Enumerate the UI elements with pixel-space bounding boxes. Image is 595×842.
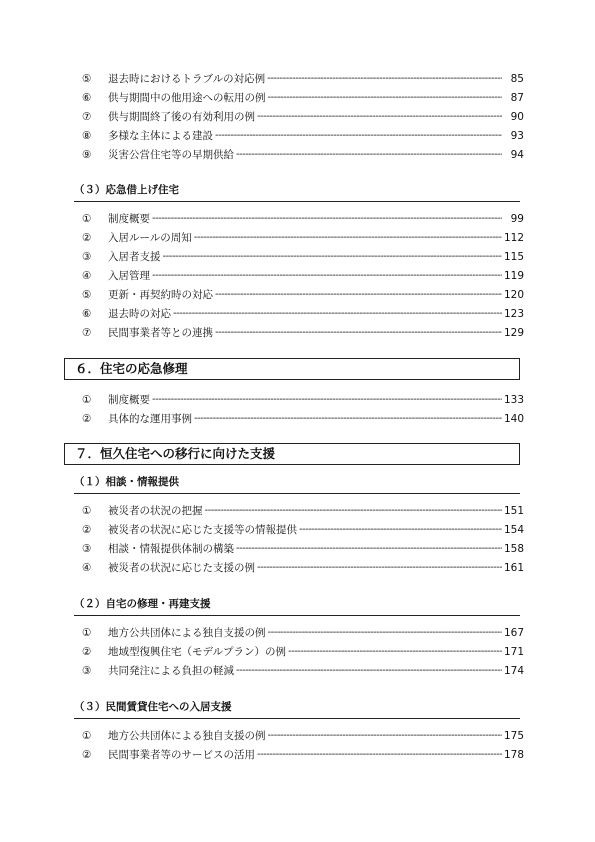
dot-leader: [288, 643, 502, 661]
entry-number: ①: [82, 627, 92, 639]
toc-entry[interactable]: [82, 502, 524, 520]
entry-number: ②: [82, 413, 92, 425]
toc-entry[interactable]: [82, 229, 524, 247]
entry-title: 災害公営住宅等の早期供給: [108, 149, 234, 161]
entry-number: ⑦: [82, 327, 92, 339]
entry-number: ⑥: [82, 92, 92, 104]
entry-number: ⑦: [82, 111, 92, 123]
entry-number: ③: [82, 665, 92, 677]
entry-title: 被災者の状況に応じた支援等の情報提供: [108, 524, 297, 536]
entry-page: 167: [504, 627, 525, 639]
entry-title: 具体的な運用事例: [108, 413, 192, 425]
chapter-heading: ６．住宅の応急修理: [64, 358, 520, 380]
dot-leader: [163, 248, 503, 266]
toc-entry[interactable]: [82, 146, 524, 164]
entry-title: 入居管理: [108, 270, 150, 282]
entry-page: 174: [504, 665, 525, 677]
entry-number: ②: [82, 646, 92, 658]
toc-entry[interactable]: [82, 643, 524, 661]
entry-title: 入居者支援: [108, 251, 161, 263]
entry-page: 175: [504, 730, 525, 742]
toc-entry[interactable]: [82, 324, 524, 342]
entry-number: ⑧: [82, 130, 92, 142]
entry-page: 90: [510, 111, 524, 123]
entry-page: 99: [510, 213, 524, 225]
toc-entry[interactable]: [82, 267, 524, 285]
toc-entry[interactable]: [82, 127, 524, 145]
dot-leader: [215, 324, 502, 342]
entry-number: ⑨: [82, 149, 92, 161]
dot-leader: [194, 229, 502, 247]
dot-leader: [152, 391, 502, 409]
toc-entry[interactable]: [82, 286, 524, 304]
dot-leader: [257, 108, 502, 126]
entry-number: ①: [82, 505, 92, 517]
toc-entry[interactable]: [82, 108, 524, 126]
subsection-heading: （３）民間賃貸住宅への入居支援: [74, 698, 520, 719]
entry-number: ②: [82, 232, 92, 244]
entry-page: 123: [504, 308, 525, 320]
toc-entry[interactable]: [82, 521, 524, 539]
entry-number: ⑤: [82, 289, 92, 301]
entry-number: ⑤: [82, 73, 92, 85]
entry-number: ⑥: [82, 308, 92, 320]
dot-leader: [215, 127, 502, 145]
dot-leader: [194, 410, 502, 428]
entry-title: 民間事業者等との連携: [108, 327, 213, 339]
entry-page: 94: [510, 149, 524, 161]
entry-title: 更新・再契約時の対応: [108, 289, 213, 301]
dot-leader: [257, 746, 502, 764]
entry-title: 民間事業者等のサービスの活用: [108, 749, 255, 761]
dot-leader: [173, 305, 502, 323]
toc-entry[interactable]: [82, 624, 524, 642]
dot-leader: [267, 70, 502, 88]
dot-leader: [257, 559, 502, 577]
toc-entry[interactable]: [82, 70, 524, 88]
entry-number: ③: [82, 251, 92, 263]
entry-title: 地方公共団体による独自支援の例: [108, 627, 266, 639]
toc-entry[interactable]: [82, 89, 524, 107]
dot-leader: [268, 624, 503, 642]
entry-title: 入居ルールの周知: [108, 232, 192, 244]
dot-leader: [215, 286, 502, 304]
entry-page: 120: [504, 289, 525, 301]
entry-page: 119: [504, 270, 525, 282]
dot-leader: [205, 502, 503, 520]
dot-leader: [152, 267, 502, 285]
dot-leader: [236, 146, 502, 164]
subsection-heading: （３）応急借上げ住宅: [74, 181, 520, 202]
toc-entry[interactable]: [82, 248, 524, 266]
entry-number: ④: [82, 562, 92, 574]
entry-page: 115: [504, 251, 525, 263]
entry-page: 93: [510, 130, 524, 142]
chapter-heading: ７．恒久住宅への移行に向けた支援: [64, 443, 520, 465]
entry-page: 158: [504, 543, 525, 555]
entry-title: 地域型復興住宅（モデルプラン）の例: [108, 646, 286, 658]
subsection-heading: （１）相談・情報提供: [74, 473, 520, 494]
dot-leader: [236, 540, 502, 558]
subsection-heading: （２）自宅の修理・再建支援: [74, 595, 520, 616]
entry-page: 85: [510, 73, 524, 85]
entry-page: 112: [504, 232, 525, 244]
entry-title: 退去時におけるトラブルの対応例: [108, 73, 266, 85]
toc-entry[interactable]: [82, 305, 524, 323]
dot-leader: [268, 727, 503, 745]
entry-page: 171: [504, 646, 525, 658]
entry-title: 地方公共団体による独自支援の例: [108, 730, 266, 742]
entry-page: 87: [510, 92, 524, 104]
entry-page: 154: [504, 524, 525, 536]
entry-page: 140: [504, 413, 525, 425]
entry-number: ①: [82, 394, 92, 406]
toc-entry[interactable]: [82, 746, 524, 764]
entry-number: ③: [82, 543, 92, 555]
entry-title: 相談・情報提供体制の構築: [108, 543, 234, 555]
entry-number: ②: [82, 749, 92, 761]
entry-title: 退去時の対応: [108, 308, 171, 320]
entry-title: 被災者の状況に応じた支援の例: [108, 562, 255, 574]
toc-entry[interactable]: [82, 391, 524, 409]
entry-page: 133: [504, 394, 525, 406]
entry-title: 制度概要: [108, 213, 150, 225]
toc-entry[interactable]: [82, 662, 524, 680]
entry-title: 共同発注による負担の軽減: [108, 665, 234, 677]
entry-page: 161: [504, 562, 525, 574]
entry-number: ①: [82, 730, 92, 742]
toc-entry[interactable]: [82, 727, 524, 745]
entry-title: 供与期間中の他用途への転用の例: [108, 92, 266, 104]
entry-title: 被災者の状況の把握: [108, 505, 203, 517]
entry-page: 178: [504, 749, 525, 761]
entry-title: 制度概要: [108, 394, 150, 406]
toc-entry[interactable]: [82, 559, 524, 577]
entry-page: 129: [504, 327, 525, 339]
entry-number: ②: [82, 524, 92, 536]
dot-leader: [152, 210, 502, 228]
entry-page: 151: [504, 505, 525, 517]
entry-number: ①: [82, 213, 92, 225]
entry-title: 供与期間終了後の有効利用の例: [108, 111, 255, 123]
entry-number: ④: [82, 270, 92, 282]
entry-title: 多様な主体による建設: [108, 130, 213, 142]
dot-leader: [236, 662, 502, 680]
toc-entry[interactable]: [82, 210, 524, 228]
dot-leader: [268, 89, 503, 107]
dot-leader: [299, 521, 502, 539]
toc-entry[interactable]: [82, 540, 524, 558]
toc-entry[interactable]: [82, 410, 524, 428]
